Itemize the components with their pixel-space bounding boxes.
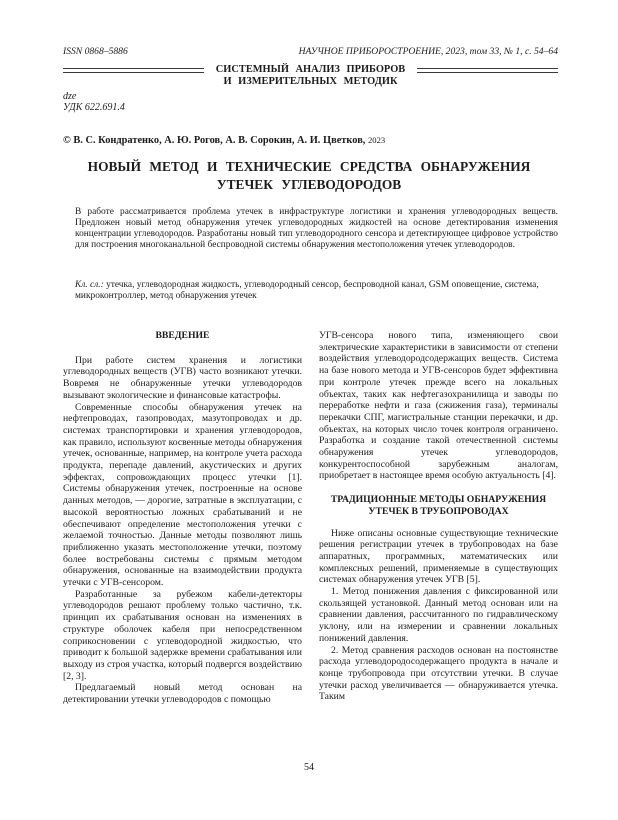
- paragraph: Современные способы обнаружения утечек на нефтепроводах, газопроводах, мазутопроводах и др. системах транспортировки и хранения углеводородов, как правило, используют косвенные методы обнаружения утечек, основанные, например, на контроле учета расхода продукта, перепаде давлений, акустических и других эффектах, сопровождающих процесс утечки [1]. Системы обнаружения утечек, построенные на основе данных методов, — дорогие, затратные в эксплуатации, с высокой вероятностью ложных срабатываний и не обеспечивают определение местоположения утечки с желаемой точностью. Данные методы позволяют лишь приближенно указать местоположение утечки, поэтому более востребованы системы с прямым методом обнаружения, основанные на взаимодействии продукта утечки с УГВ-сенсором.: [63, 401, 303, 589]
- banner-rule-left: [63, 68, 204, 73]
- keywords-label: Кл. сл.:: [75, 280, 104, 290]
- paragraph: Предлагаемый новый метод основан на детектировании утечки углеводородов с помощью: [63, 682, 302, 706]
- paragraph: Ниже описаны основные существующие технические решения регистрации утечек в трубопроводах на базе аппаратных, программных, математических или комплексных решений, применяемые в существующих системах обнаружения утечек УГВ [5].: [319, 527, 558, 586]
- copyright-authors: © В. С. Кондратенко, А. Ю. Рогов, А. В. Сорокин, А. И. Цветков,: [63, 135, 368, 146]
- journal-reference: НАУЧНОЕ ПРИБОРОСТРОЕНИЕ, 2023, том 33, № 1, с. 54–64: [298, 46, 558, 57]
- keywords-block: [75, 280, 558, 302]
- paragraph: При работе систем хранения и логистики углеводородных веществ (УГВ) часто возникают утечки. Вовремя не обнаруженные утечки углеводородов вызывают экологические и финансовые катастрофы.: [63, 354, 302, 401]
- issn-label: ISSN 0868–5886: [63, 46, 128, 57]
- paper-title-line1: НОВЫЙ МЕТОД И ТЕХНИЧЕСКИЕ СРЕДСТВА ОБНАРУЖЕНИЯ: [87, 159, 531, 174]
- copyright-year: 2023: [368, 135, 386, 145]
- left-column: [63, 330, 302, 706]
- section-banner-title: [204, 64, 417, 88]
- udc-code: УДК 622.691.4: [63, 102, 125, 113]
- section-banner-line1: СИСТЕМНЫЙ АНАЛИЗ ПРИБОРОВ: [215, 64, 406, 75]
- running-head: [63, 46, 558, 57]
- abstract-text: В работе рассматривается проблема утечек в инфраструктуре логистики и хранения углеводородных веществ. Предложен новый метод обнаружения утечек углеводородных жидкостей на основе детектирования изменения концентрации углеводородов. Разработаны новый тип углеводородного сенсора и детектирующее цифровое устройство для построения многоканальной беспроводной системы обнаружения местоположения утечек углеводородов.: [75, 207, 558, 250]
- paper-title: [40, 158, 578, 193]
- banner-rule-right: [417, 68, 558, 73]
- paragraph: Разработанные за рубежом кабели-детекторы углеводородов решают проблему только частично, т.к. принцип их срабатывания основан на изменениях в структуре оболочек кабеля при непосредственном соприкосновении с углеводородной жидкостью, что приводит к большой задержке времени срабатывания или выходу из строя участка, который подвергся воздействию [2, 3].: [63, 588, 302, 682]
- section-banner-line2: И ИЗМЕРИТЕЛЬНЫХ МЕТОДИК: [223, 75, 398, 87]
- keywords-text: утечка, углеводородная жидкость, углеводородный сенсор, беспроводной канал, GSM оповещение, система, микроконтроллер, метод обнаружения утечек: [75, 280, 539, 301]
- paper-title-line2: УТЕЧЕК УГЛЕВОДОРОДОВ: [216, 176, 402, 192]
- article-body: [63, 330, 558, 706]
- right-column: [319, 330, 558, 706]
- section-heading-traditional-methods: ТРАДИЦИОННЫЕ МЕТОДЫ ОБНАРУЖЕНИЯ УТЕЧЕК В ТРУБОПРОВОДАХ: [330, 494, 547, 517]
- dze-mark: dze: [63, 91, 77, 102]
- paragraph: 2. Метод сравнения расходов основан на постоянстве расхода углеводородосодержащего продукта в начале и конце трубопровода при отсутствии утечки. В случае утечки расход увеличивается — обнаруживается утечка. Таким: [319, 644, 558, 703]
- section-banner: [63, 64, 558, 88]
- section-heading-introduction: ВВЕДЕНИЕ: [155, 330, 210, 341]
- paragraph: 1. Метод понижения давления с фиксированной или скользящей установкой. Данный метод основан или на сравнении давления, рассчитанного по гидравлическому уклону, или на измерении и сравнении локальных понижений давления.: [319, 586, 558, 644]
- paragraph-continuation: УГВ-сенсора нового типа, изменяющего свои электрические характеристики в зависимости от степени воздействия углеводородсодержащих веществ. Система на базе нового метода и УГВ-сенсоров будет эффективна при контроле утечек прежде всего на локальных объектах, таких как нефтегазохранилища и заводы по переработке нефти и газа (сжижения газа), терминалы перекачки СПГ, магистральные станции перекачки, и др. объектах, на которых число точек контроля ограничено. Разработка и создание такой отечественной системы обнаружения утечек углеводородов, конкурентоспособной зарубежным аналогам, приобретает в настоящее время особую актуальность [4].: [319, 330, 558, 482]
- page-number: 54: [304, 762, 314, 773]
- authors-line: [63, 135, 558, 146]
